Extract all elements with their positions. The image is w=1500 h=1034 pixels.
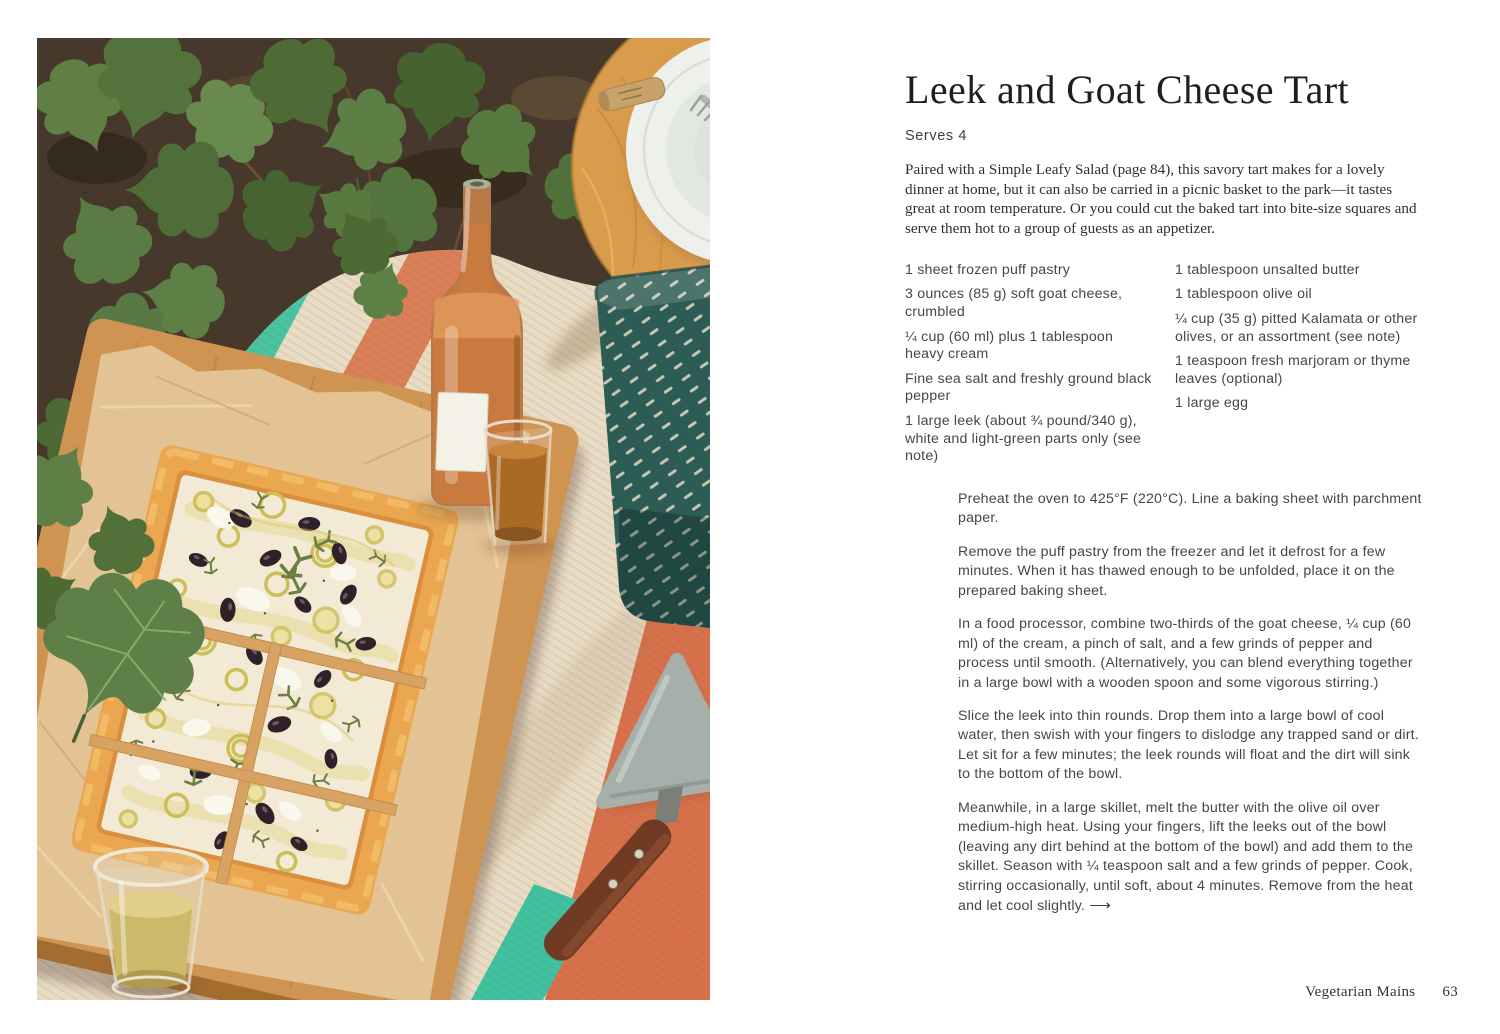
wine-label — [436, 392, 489, 472]
ingredients-column-right — [1175, 262, 1425, 473]
recipe-step: In a food processor, combine two-thirds of the goat cheese, ¼ cup (60 ml) of the cream, a pinch of salt, and a few grinds of pepper and process until smooth. (Alternatively, you can blend everything together in a large bowl with a wooden spoon and some vigorous stirring.) — [958, 616, 1413, 691]
recipe-step: Slice the leek into thin rounds. Drop them into a large bowl of cool water, then swish with your fingers to dislodge any trapped sand or dirt. Let sit for a few minutes; the leek rounds will float and the dirt will sink to the bottom of the bowl. — [958, 707, 1419, 783]
ingredient-item: 1 large leek (about ¾ pound/340 g), white and light-green parts only (see note) — [905, 413, 1142, 465]
ingredient-item: 3 ounces (85 g) soft goat cheese, crumbled — [905, 286, 1123, 321]
page-footer — [1305, 984, 1458, 1001]
footer-page-number: 63 — [1442, 984, 1458, 1000]
ingredient-item: ¼ cup (60 ml) plus 1 tablespoon heavy cream — [905, 328, 1114, 363]
recipe-steps — [958, 490, 1424, 917]
ingredients-column-left — [905, 262, 1155, 473]
ingredient-item: Fine sea salt and freshly ground black pepper — [905, 370, 1152, 405]
ingredient-item: 1 tablespoon unsalted butter — [1175, 261, 1360, 278]
ingredient-item: 1 teaspoon fresh marjoram or thyme leaves (optional) — [1175, 353, 1411, 387]
continuation-arrow-icon: ⟶ — [1089, 897, 1111, 915]
recipe-step: Remove the puff pastry from the freezer and let it defrost for a few minutes. When it has thawed enough to be unfolded, place it on the prepared baking sheet. — [958, 543, 1395, 599]
ingredient-item: 1 large egg — [1175, 395, 1249, 412]
ingredients-list — [905, 262, 1425, 473]
recipe-step — [958, 799, 1424, 917]
recipe-intro: Paired with a Simple Leafy Salad (page 84), this savory tart makes for a lovely dinner at home, but it can also be carried in a picnic basket to the park—it tastes great at room temperature. Or you could cut the baked tart into bite-size squares and serve them hot to a group of guests as an appetizer. — [905, 160, 1417, 238]
ingredient-item: 1 tablespoon olive oil — [1175, 286, 1312, 303]
recipe-step: Preheat the oven to 425°F (220°C). Line a baking sheet with parchment paper. — [958, 490, 1422, 527]
recipe-step-text: Meanwhile, in a large skillet, melt the butter with the olive oil over medium-high heat. Using your fingers, lift the leeks out of the bowl (leaving any dirt behind at the bottom of the bowl) and add them to the skillet. Season with ¼ teaspoon salt and a few grinds of pepper. Cook, stirring occasionally, until soft, about 4 minutes. Remove from the heat and let cool slightly. — [958, 799, 1414, 915]
amber-drink-glass — [483, 421, 555, 555]
ingredient-item: ¼ cup (35 g) pitted Kalamata or other olives, or an assortment (see note) — [1175, 311, 1418, 345]
recipe-title: Leek and Goat Cheese Tart — [905, 67, 1350, 112]
serves-label: Serves 4 — [905, 127, 968, 144]
recipe-column — [905, 67, 1425, 931]
footer-section-label: Vegetarian Mains — [1305, 984, 1416, 1000]
recipe-photo — [37, 38, 710, 1000]
ingredient-item: 1 sheet frozen puff pastry — [905, 261, 1071, 278]
